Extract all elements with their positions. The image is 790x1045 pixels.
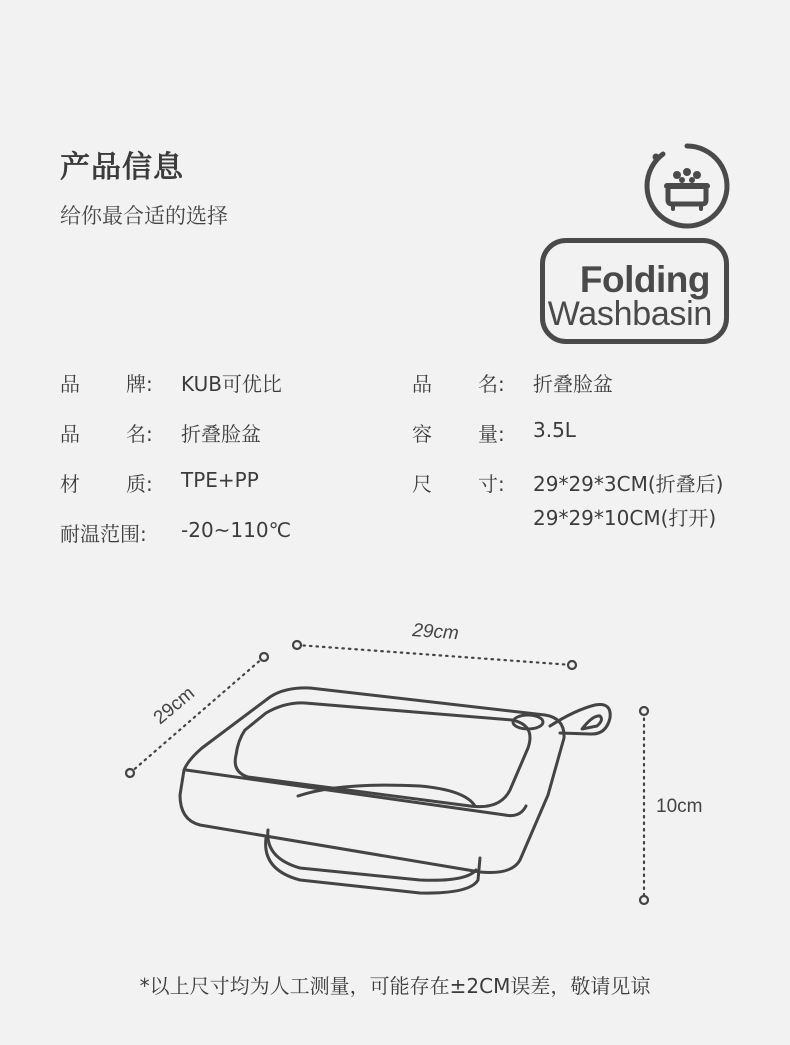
washbasin-icon bbox=[643, 142, 731, 230]
spec-value: 折叠脸盆 bbox=[181, 422, 261, 446]
width-dimension-label: 29cm bbox=[411, 620, 460, 645]
spec-value: 29*29*3CM(折叠后) bbox=[533, 472, 724, 496]
depth-dimension-label: 29cm bbox=[149, 682, 199, 729]
height-dimension-label: 10cm bbox=[656, 796, 703, 817]
product-name-badge bbox=[540, 238, 729, 344]
spec-value: TPE+PP bbox=[181, 468, 259, 492]
spec-value: 折叠脸盆 bbox=[533, 372, 613, 396]
spec-label: 耐温范围: bbox=[60, 522, 147, 546]
page-subtitle: 给你最合适的选择 bbox=[60, 204, 228, 228]
washbasin-diagram bbox=[0, 600, 790, 930]
page-title: 产品信息 bbox=[60, 150, 184, 185]
spec-value-open: 29*29*10CM(打开) bbox=[533, 506, 717, 530]
spec-label: 品 bbox=[60, 372, 80, 396]
spec-label: 量: bbox=[478, 422, 505, 446]
washbasin-outline bbox=[180, 688, 610, 893]
spec-value: -20~110℃ bbox=[181, 518, 292, 542]
spec-label: 品 bbox=[60, 422, 80, 446]
spec-value: KUB可优比 bbox=[181, 372, 282, 396]
spec-label: 寸: bbox=[478, 472, 505, 496]
badge-line-1: Folding bbox=[579, 259, 710, 300]
spec-label: 容 bbox=[412, 422, 432, 446]
spec-label: 尺 bbox=[412, 472, 432, 496]
spec-label: 质: bbox=[126, 472, 153, 496]
spec-value: 3.5L bbox=[533, 418, 576, 442]
spec-label: 品 bbox=[412, 372, 432, 396]
spec-label: 名: bbox=[126, 422, 153, 446]
measurement-note: *以上尺寸均为人工测量，可能存在±2CM误差，敬请见谅 bbox=[139, 974, 651, 998]
spec-label: 名: bbox=[478, 372, 505, 396]
spec-label: 材 bbox=[60, 472, 80, 496]
badge-line-2: Washbasin bbox=[547, 295, 712, 333]
spec-label: 牌: bbox=[126, 372, 153, 396]
